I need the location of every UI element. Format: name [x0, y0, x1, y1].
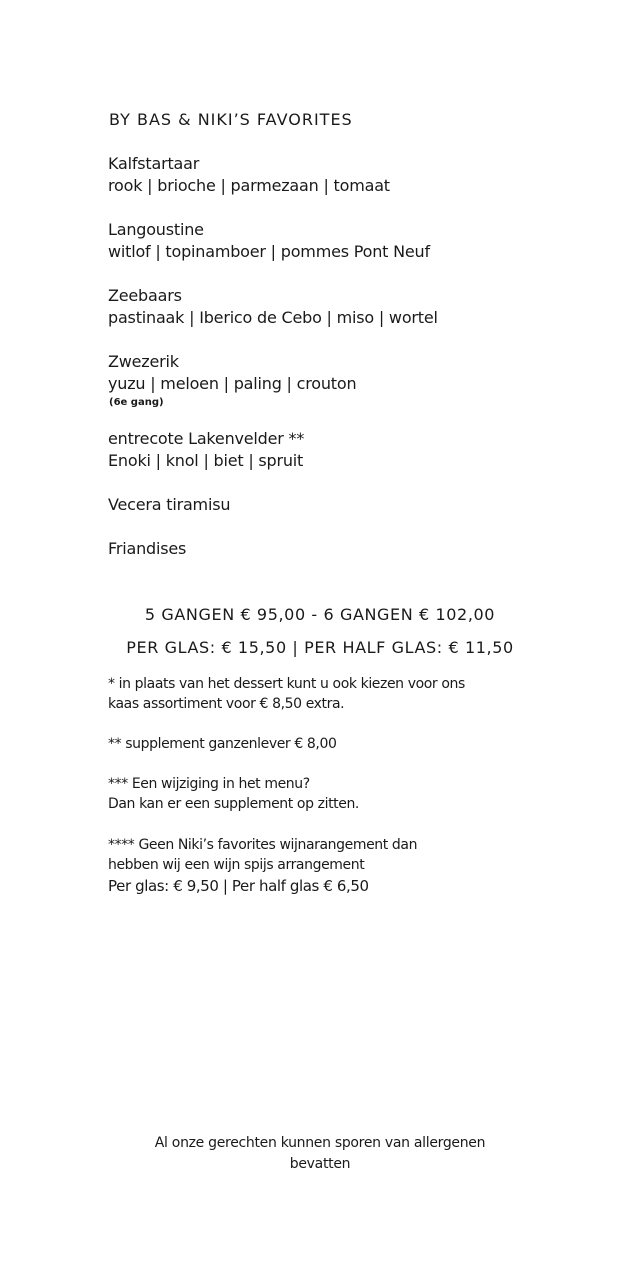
- dish-name-zwezerik: Zwezerik: [108, 352, 179, 371]
- note-wine-line2: hebben wij een wijn spijs arrangement: [108, 857, 365, 873]
- dish-desc-zeebaars: pastinaak | Iberico de Cebo | miso | wortel: [108, 308, 438, 327]
- note-menu-change-line2: Dan kan er een supplement op zitten.: [108, 796, 359, 812]
- menu-title: BY BAS & NIKI’S FAVORITES: [109, 110, 353, 129]
- friandises-item: Friandises: [108, 539, 187, 558]
- dessert-item: Vecera tiramisu: [108, 495, 231, 514]
- dish-desc-zwezerik: yuzu | meloen | paling | crouton: [108, 374, 357, 393]
- glass-price: PER GLAS: € 15,50 | PER HALF GLAS: € 11,50: [126, 638, 514, 657]
- dish-name-langoustine: Langoustine: [108, 220, 204, 239]
- note-wine-line1: **** Geen Niki’s favorites wijnarangement dan: [108, 837, 418, 853]
- note-wine-line3: Per glas: € 9,50 | Per half glas € 6,50: [108, 877, 369, 895]
- note-supplement-ganzenlever: ** supplement ganzenlever € 8,00: [108, 736, 337, 752]
- dish-name-entrecote: entrecote Lakenvelder **: [108, 429, 305, 448]
- dish-name-zeebaars: Zeebaars: [108, 286, 182, 305]
- dish-note-6th-course: (6e gang): [109, 397, 164, 408]
- dish-desc-entrecote: Enoki | knol | biet | spruit: [108, 451, 304, 470]
- dish-desc-kalfstartaar: rook | brioche | parmezaan | tomaat: [108, 176, 390, 195]
- note-dessert-alternative-line2: kaas assortiment voor € 8,50 extra.: [108, 696, 345, 712]
- course-price: 5 GANGEN € 95,00 - 6 GANGEN € 102,00: [144, 605, 496, 624]
- note-menu-change-line1: *** Een wijziging in het menu?: [108, 776, 310, 792]
- allergen-footer-line2: bevatten: [289, 1156, 351, 1172]
- dish-name-kalfstartaar: Kalfstartaar: [108, 154, 200, 173]
- dish-desc-langoustine: witlof | topinamboer | pommes Pont Neuf: [108, 242, 430, 261]
- allergen-footer-line1: Al onze gerechten kunnen sporen van allergenen: [154, 1135, 486, 1151]
- note-dessert-alternative-line1: * in plaats van het dessert kunt u ook kiezen voor ons: [108, 676, 465, 692]
